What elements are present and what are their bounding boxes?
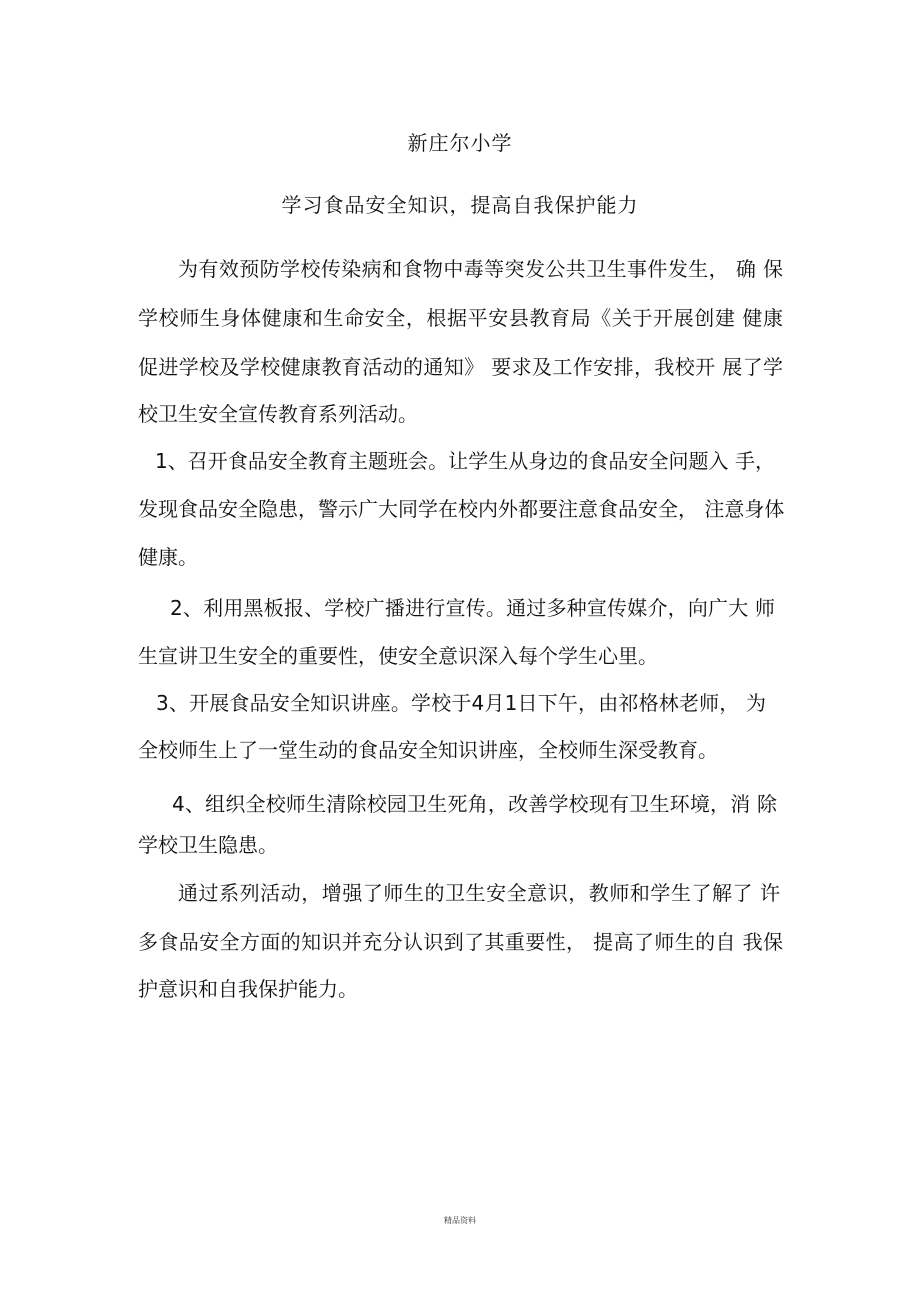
intro-line-2: 学校师生身体健康和生命安全，根据平安县教育局《关于开展创建 健康 (138, 306, 783, 330)
item3-line-2: 全校师生上了一堂生动的食品安全知识讲座，全校师生深受教育。 (138, 738, 718, 762)
intro-line-3: 促进学校及学校健康教育活动的通知》 要求及工作安排，我校开 展了学 (138, 355, 783, 379)
page-title: 学习食品安全知识，提高自我保护能力 (281, 193, 639, 217)
conclusion-line-1: 通过系列活动，增强了师生的卫生安全意识，教师和学生了解了 许 (178, 881, 780, 905)
school-name: 新庄尔小学 (407, 131, 513, 155)
conclusion-line-2: 多食品安全方面的知识并充分认识到了其重要性， 提高了师生的自 我保 (138, 930, 783, 954)
item2-line-2: 生宣讲卫生安全的重要性，使安全意识深入每个学生心里。 (138, 644, 658, 668)
item3-line-1: 3、开展食品安全知识讲座。学校于4月1日下午，由祁格林老师， 为 (156, 691, 766, 715)
item4-line-1: 4、组织全校师生清除校园卫生死角，改善学校现有卫生环境，消 除 (172, 792, 777, 816)
item2-line-1: 2、利用黑板报、学校广播进行宣传。通过多种宣传媒介，向广大 师 (170, 596, 775, 620)
intro-line-1: 为有效预防学校传染病和食物中毒等突发公共卫生事件发生， 确 保 (178, 257, 783, 281)
item1-line-2: 发现食品安全隐患，警示广大同学在校内外都要注意食品安全， 注意身体 (138, 497, 785, 521)
intro-line-4: 校卫生安全宣传教育系列活动。 (138, 402, 418, 426)
conclusion-line-3: 护意识和自我保护能力。 (138, 977, 358, 1001)
item1-line-1: 1、召开食品安全教育主题班会。让学生从身边的食品安全问题入 手， (155, 449, 775, 473)
page-footer: 精品资料 (444, 1216, 476, 1225)
item4-line-2: 学校卫生隐患。 (138, 833, 278, 857)
item1-line-3: 健康。 (138, 545, 198, 569)
